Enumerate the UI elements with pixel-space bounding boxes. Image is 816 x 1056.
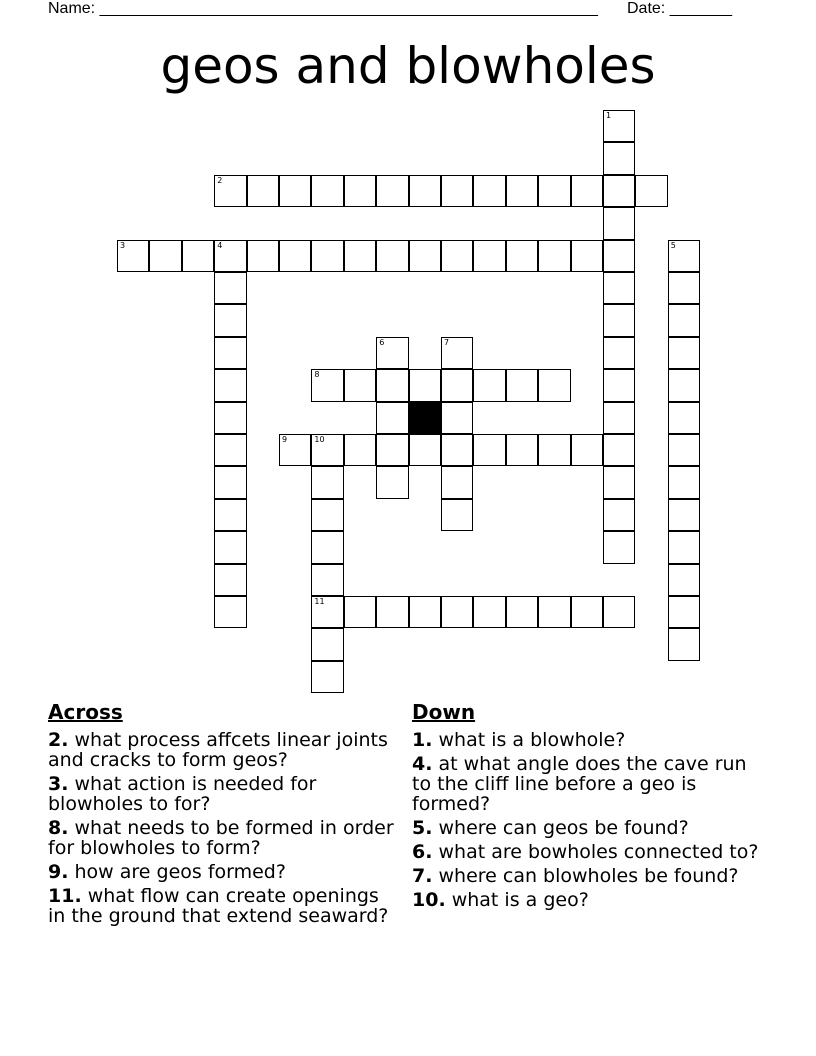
grid-cell[interactable] bbox=[668, 531, 700, 563]
across-clue bbox=[48, 862, 398, 882]
grid-cell[interactable] bbox=[538, 369, 570, 401]
grid-cell[interactable] bbox=[668, 564, 700, 596]
grid-cell[interactable] bbox=[311, 466, 343, 498]
grid-cell[interactable] bbox=[409, 240, 441, 272]
grid-cell[interactable] bbox=[214, 402, 246, 434]
grid-cell[interactable] bbox=[506, 434, 538, 466]
down-clue bbox=[412, 866, 762, 886]
grid-cell[interactable] bbox=[117, 240, 149, 272]
grid-cell[interactable] bbox=[214, 272, 246, 304]
clue-num: 8. bbox=[48, 817, 69, 839]
clue-num: 2. bbox=[48, 729, 69, 751]
clue-number: 5 bbox=[670, 240, 676, 250]
grid-cell[interactable] bbox=[668, 337, 700, 369]
grid-cell[interactable] bbox=[214, 434, 246, 466]
clue-text: at what angle does the cave run to the cliff line before a geo is formed? bbox=[412, 753, 747, 815]
grid-cell[interactable] bbox=[376, 337, 408, 369]
grid-cell[interactable] bbox=[668, 499, 700, 531]
page-title: geos and blowholes bbox=[160, 37, 656, 95]
grid-cell[interactable] bbox=[538, 434, 570, 466]
grid-cell[interactable] bbox=[668, 240, 700, 272]
clue-text: what process affcets linear joints and cracks to form geos? bbox=[48, 729, 388, 771]
across-heading: Across bbox=[48, 700, 123, 724]
grid-cell[interactable] bbox=[635, 175, 667, 207]
grid-cell[interactable] bbox=[603, 207, 635, 239]
grid-cell[interactable] bbox=[441, 369, 473, 401]
grid-cell[interactable] bbox=[311, 240, 343, 272]
name-field-label: Name: ________________________________________________________ bbox=[48, 0, 598, 17]
clue-num: 1. bbox=[412, 729, 433, 751]
clue-text: where can blowholes be found? bbox=[432, 865, 739, 887]
down-clue bbox=[412, 730, 762, 750]
clue-text: what is a blowhole? bbox=[432, 729, 626, 751]
grid-cell[interactable] bbox=[538, 596, 570, 628]
grid-cell[interactable] bbox=[668, 628, 700, 660]
clue-text: how are geos formed? bbox=[68, 861, 286, 883]
grid-cell[interactable] bbox=[603, 466, 635, 498]
grid-cell[interactable] bbox=[473, 175, 505, 207]
down-clue bbox=[412, 842, 762, 862]
grid-cell[interactable] bbox=[409, 596, 441, 628]
grid-cell[interactable] bbox=[376, 175, 408, 207]
grid-cell[interactable] bbox=[214, 240, 246, 272]
grid-cell[interactable] bbox=[603, 596, 635, 628]
clue-num: 10. bbox=[412, 889, 446, 911]
grid-cell[interactable] bbox=[603, 369, 635, 401]
grid-cell[interactable] bbox=[214, 369, 246, 401]
grid-cell[interactable] bbox=[311, 369, 343, 401]
grid-cell[interactable] bbox=[603, 531, 635, 563]
grid-cell[interactable] bbox=[668, 434, 700, 466]
grid-cell[interactable] bbox=[344, 434, 376, 466]
grid-cell[interactable] bbox=[668, 402, 700, 434]
grid-cell[interactable] bbox=[311, 499, 343, 531]
grid-cell[interactable] bbox=[603, 110, 635, 142]
across-clue bbox=[48, 730, 398, 770]
grid-cell[interactable] bbox=[214, 499, 246, 531]
clue-text: what are bowholes connected to? bbox=[432, 841, 759, 863]
grid-cell[interactable] bbox=[571, 596, 603, 628]
across-clue bbox=[48, 886, 398, 926]
grid-cell[interactable] bbox=[344, 240, 376, 272]
clue-number: 2 bbox=[217, 175, 223, 185]
clue-number: 1 bbox=[606, 111, 612, 120]
clue-text: where can geos be found? bbox=[432, 817, 689, 839]
clue-number: 11 bbox=[314, 597, 325, 606]
grid-cell[interactable] bbox=[441, 499, 473, 531]
grid-cell[interactable] bbox=[668, 596, 700, 628]
grid-cell[interactable] bbox=[571, 434, 603, 466]
down-clue-list bbox=[412, 730, 762, 910]
grid-block bbox=[409, 402, 441, 434]
grid-cell[interactable] bbox=[441, 337, 473, 369]
grid-cell[interactable] bbox=[376, 402, 408, 434]
grid-cell[interactable] bbox=[473, 596, 505, 628]
clue-num: 9. bbox=[48, 861, 69, 883]
grid-cell[interactable] bbox=[311, 661, 343, 693]
grid-cell[interactable] bbox=[279, 175, 311, 207]
grid-cell[interactable] bbox=[182, 240, 214, 272]
grid-cell[interactable] bbox=[311, 596, 343, 628]
grid-cell[interactable] bbox=[506, 369, 538, 401]
down-heading: Down bbox=[412, 700, 476, 724]
grid-cell[interactable] bbox=[376, 596, 408, 628]
grid-cell[interactable] bbox=[473, 240, 505, 272]
grid-cell[interactable] bbox=[214, 596, 246, 628]
grid-cell[interactable] bbox=[473, 369, 505, 401]
grid-cell[interactable] bbox=[311, 434, 343, 466]
grid-cell[interactable] bbox=[668, 272, 700, 304]
grid-cell[interactable] bbox=[214, 564, 246, 596]
grid-cell[interactable] bbox=[214, 175, 246, 207]
clue-number: 3 bbox=[120, 240, 126, 250]
grid-cell[interactable] bbox=[603, 240, 635, 272]
clue-num: 11. bbox=[48, 885, 82, 907]
grid-cell[interactable] bbox=[441, 402, 473, 434]
grid-cell[interactable] bbox=[311, 628, 343, 660]
grid-cell[interactable] bbox=[376, 466, 408, 498]
down-clue bbox=[412, 754, 762, 814]
grid-cell[interactable] bbox=[344, 369, 376, 401]
grid-cell[interactable] bbox=[279, 434, 311, 466]
grid-cell[interactable] bbox=[409, 434, 441, 466]
grid-cell[interactable] bbox=[603, 175, 635, 207]
clue-text: what needs to be formed in order for blowholes to form? bbox=[48, 817, 394, 859]
across-clues bbox=[48, 700, 398, 930]
across-clue bbox=[48, 818, 398, 858]
grid-cell[interactable] bbox=[409, 175, 441, 207]
grid-cell[interactable] bbox=[311, 564, 343, 596]
grid-cell[interactable] bbox=[247, 240, 279, 272]
grid-cell[interactable] bbox=[311, 175, 343, 207]
grid-cell[interactable] bbox=[214, 337, 246, 369]
grid-cell[interactable] bbox=[506, 596, 538, 628]
clue-num: 4. bbox=[412, 753, 433, 775]
clue-num: 7. bbox=[412, 865, 433, 887]
clue-number: 4 bbox=[217, 240, 223, 250]
grid-cell[interactable] bbox=[571, 175, 603, 207]
clue-number: 8 bbox=[314, 370, 320, 380]
grid-cell[interactable] bbox=[279, 240, 311, 272]
grid-cell[interactable] bbox=[668, 304, 700, 336]
clue-number: 9 bbox=[282, 435, 288, 444]
clue-num: 6. bbox=[412, 841, 433, 863]
grid-cell[interactable] bbox=[149, 240, 181, 272]
grid-cell[interactable] bbox=[668, 466, 700, 498]
clue-text: what is a geo? bbox=[445, 889, 589, 911]
clue-num: 3. bbox=[48, 773, 69, 795]
grid-cell[interactable] bbox=[538, 240, 570, 272]
clue-number: 10 bbox=[314, 435, 325, 444]
grid-cell[interactable] bbox=[214, 466, 246, 498]
grid-cell[interactable] bbox=[538, 175, 570, 207]
grid-cell[interactable] bbox=[441, 240, 473, 272]
grid-cell[interactable] bbox=[344, 596, 376, 628]
grid-cell[interactable] bbox=[603, 272, 635, 304]
down-clue bbox=[412, 818, 762, 838]
grid-cell[interactable] bbox=[376, 369, 408, 401]
grid-cell[interactable] bbox=[441, 466, 473, 498]
grid-cell[interactable] bbox=[473, 434, 505, 466]
grid-cell[interactable] bbox=[247, 175, 279, 207]
grid-cell[interactable] bbox=[603, 304, 635, 336]
down-clues bbox=[412, 700, 762, 914]
clue-text: what action is needed for blowholes to for? bbox=[48, 773, 317, 815]
grid-cell[interactable] bbox=[441, 434, 473, 466]
grid-cell[interactable] bbox=[603, 402, 635, 434]
date-field-label: Date: _______ bbox=[627, 0, 732, 17]
grid-cell[interactable] bbox=[668, 369, 700, 401]
grid-cell[interactable] bbox=[311, 531, 343, 563]
grid-cell[interactable] bbox=[409, 369, 441, 401]
grid-cell[interactable] bbox=[214, 304, 246, 336]
grid-cell[interactable] bbox=[441, 596, 473, 628]
down-clue bbox=[412, 890, 762, 910]
across-clue bbox=[48, 774, 398, 814]
clue-num: 5. bbox=[412, 817, 433, 839]
grid-cell[interactable] bbox=[571, 240, 603, 272]
grid-cell[interactable] bbox=[603, 434, 635, 466]
grid-cell[interactable] bbox=[506, 240, 538, 272]
grid-cell[interactable] bbox=[603, 337, 635, 369]
grid-cell[interactable] bbox=[603, 499, 635, 531]
across-clue-list bbox=[48, 730, 398, 926]
grid-cell[interactable] bbox=[603, 142, 635, 174]
grid-cell[interactable] bbox=[506, 175, 538, 207]
grid-cell[interactable] bbox=[376, 240, 408, 272]
grid-cell[interactable] bbox=[441, 175, 473, 207]
grid-cell[interactable] bbox=[376, 434, 408, 466]
clue-number: 6 bbox=[379, 337, 385, 347]
clue-number: 7 bbox=[444, 337, 450, 347]
grid-cell[interactable] bbox=[214, 531, 246, 563]
clue-text: what flow can create openings in the ground that extend seaward? bbox=[48, 885, 389, 927]
grid-cell[interactable] bbox=[344, 175, 376, 207]
